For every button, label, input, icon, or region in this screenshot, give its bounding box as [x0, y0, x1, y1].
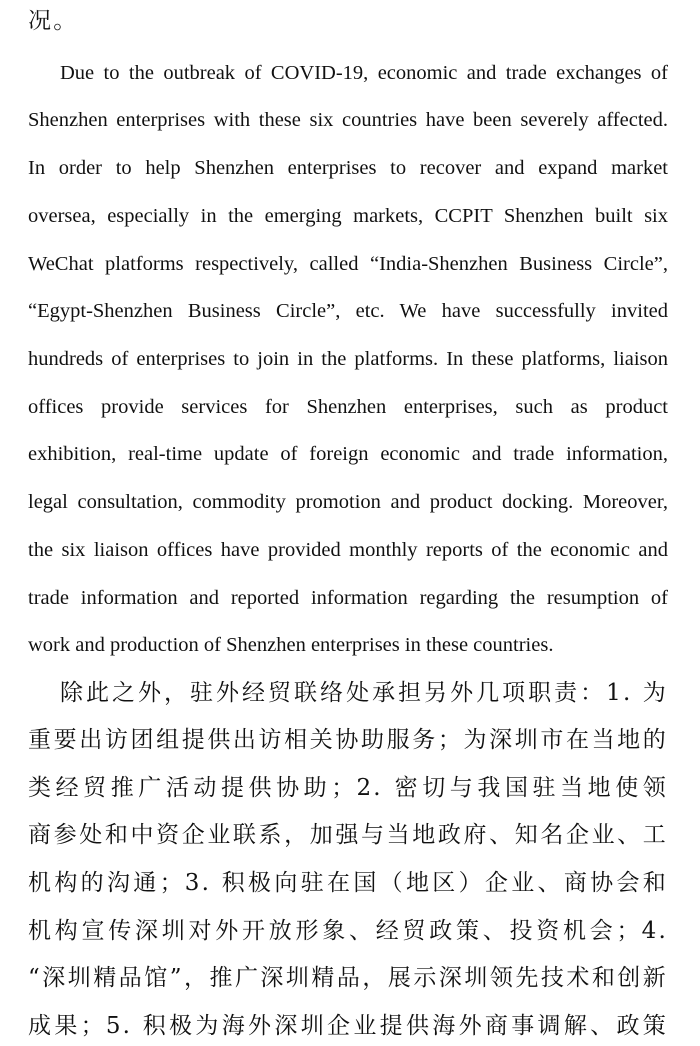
paragraph-line: “深圳精品馆”，推广深圳精品，展示深圳领先技术和创新 [28, 965, 668, 991]
paragraph-line: 重要出访团组提供出访相关协助服务；为深圳市在当地的 [28, 727, 668, 753]
paragraph-line: oversea, especially in the emerging markets, CCPIT Shenzhen built six [28, 205, 668, 227]
paragraph-line: 机构的沟通；3. 积极向驻在国（地区）企业、商协会和 [28, 870, 668, 896]
paragraph-line: Due to the outbreak of COVID-19, economic and trade exchanges of [60, 62, 668, 84]
paragraph-line: hundreds of enterprises to join in the platforms. In these platforms, liaison [28, 348, 668, 370]
paragraph-line: trade information and reported information regarding the resumption of [28, 587, 668, 609]
paragraph-line: 商参处和中资企业联系，加强与当地政府、知名企业、工 [28, 822, 668, 848]
paragraph-line: legal consultation, commodity promotion and product docking. Moreover, [28, 491, 668, 513]
paragraph-line: WeChat platforms respectively, called “India-Shenzhen Business Circle”, [28, 253, 668, 275]
paragraph-line: “Egypt-Shenzhen Business Circle”, etc. We have successfully invited [28, 300, 668, 322]
paragraph-line: the six liaison offices have provided monthly reports of the economic and [28, 539, 668, 561]
paragraph-line: work and production of Shenzhen enterprises in these countries. [28, 634, 554, 656]
paragraph-line: 机构宣传深圳对外开放形象、经贸政策、投资机会；4. [28, 918, 668, 944]
paragraph-line: offices provide services for Shenzhen enterprises, such as product [28, 396, 668, 418]
paragraph-line: 成果；5. 积极为海外深圳企业提供海外商事调解、政策 [28, 1013, 668, 1039]
paragraph-line: exhibition, real-time update of foreign economic and trade information, [28, 443, 668, 465]
paragraph-line: In order to help Shenzhen enterprises to recover and expand market [28, 157, 668, 179]
paragraph-line: 除此之外，驻外经贸联络处承担另外几项职责：1. 为 [60, 680, 668, 706]
paragraph-line: 类经贸推广活动提供协助；2. 密切与我国驻当地使领 [28, 775, 668, 801]
carryover-text: 况。 [28, 8, 79, 34]
paragraph-line: Shenzhen enterprises with these six countries have been severely affected. [28, 109, 668, 131]
